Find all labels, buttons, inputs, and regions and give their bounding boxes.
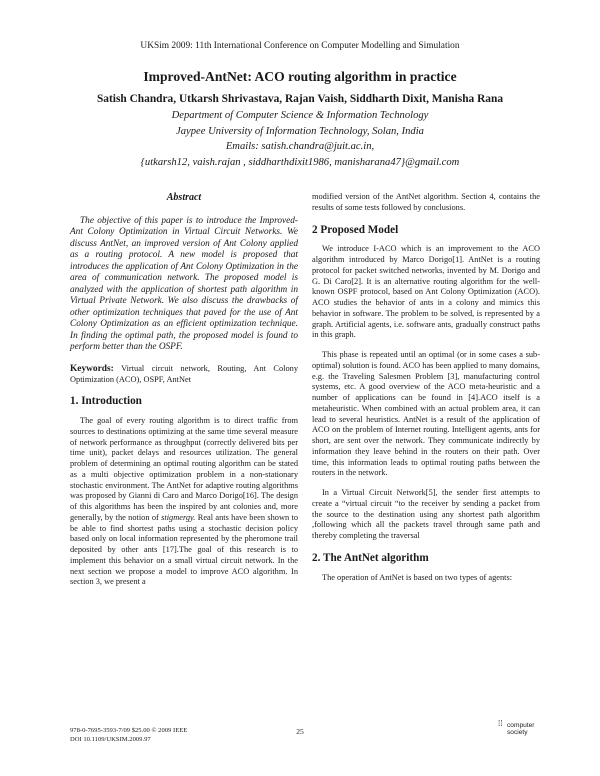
section-heading-antnet: 2. The AntNet algorithm [312, 551, 429, 564]
right-column [312, 192, 540, 583]
logo-text-line1: computer [507, 722, 535, 729]
affiliation-department: Department of Computer Science & Information Technology [171, 110, 429, 121]
paper-title: Improved-AntNet: ACO routing algorithm in practice [143, 69, 457, 84]
keywords-text: Virtual circuit network, Routing, Ant Colony Optimization (ACO), OSPF, AntNet [70, 363, 299, 384]
proposed-model-paragraph-1: We introduce I-ACO which is an improvement to the ACO algorithm introduced by Marco Dorigo[1]. AntNet is a routing protocol for packet switched networks, invented by M. Dorigo and G. Di Caro[2]. It is an alternative routing algorithm for the well-known OSPF protocol, based on Ant Colony Optimization (ACO). ACO studies the behavior of ants in a colony and mimics this behavior in software. The problem to be solved, is represented by a graph. Artificial agents, i.e. software ants, gradually construct paths in this graph. [312, 244, 540, 340]
introduction-text [70, 416, 298, 588]
introduction-text-part2: Real ants have been shown to be able to find shortest paths using a stochastic decision policy based only on local information represented by the pheromone trail deposited by other ants [17].The goal of this research is to implement this behavior on a small virtual circuit network. In the next section we propose a model to improve ACO algorithm. In section 3, we present a [70, 512, 298, 587]
proposed-model-paragraph-2: This phase is repeated until an optimal (or in some cases a sub-optimal) solution is found. ACO has been applied to many domains, e.g. the Traveling Salesmen Problem [3], manufacturing control systems, etc. A good overview of the ACO meta-heuristic and a number of applications can be found in [4].ACO itself is a metaheuristic. When combined with an actual problem area, it can lead to several heuristics. AntNet is a result of the application of ACO on the problem of Internet routing. Intelligent agents, ants for short, are sent over the network. They communicate indirectly by information they leave behind in the routers on their path. Over time, this information leads to optimal routing paths between the routers in the network. [312, 350, 540, 478]
footer-isbn: 978-0-7695-3593-7/09 $25.00 © 2009 IEEE [70, 727, 188, 734]
section-heading-introduction: 1. Introduction [70, 395, 142, 408]
section-heading-proposed-model: 2 Proposed Model [312, 223, 399, 236]
running-header: UKSim 2009: 11th International Conference on Computer Modelling and Simulation [140, 41, 460, 51]
introduction-text-part1: The goal of every routing algorithm is to direct traffic from sources to destinations optimizing at the same time several measure of network performance as throughput (correctly delivered bits per time unit), packet delays and resources utilization. The general problem of determining an optimal routing algorithm can be stated as a multi objective optimization problem in a non-stationary stochastic environment. The AntNet for adaptive routing algorithms was proposed by Gianni di Caro and Marco Dorigo[16]. The design of this algorithms has been the inspired by ant colonies and, more generally, by the notion of [70, 416, 298, 522]
affiliation-university: Jaypee University of Information Technology, Solan, India [176, 125, 424, 137]
author-list: Satish Chandra, Utkarsh Shrivastava, Rajan Vaish, Siddharth Dixit, Manisha Rana [96, 93, 504, 105]
keywords [70, 364, 298, 386]
logo-text-line2: society [507, 728, 528, 736]
abstract-heading: Abstract [166, 192, 202, 203]
abstract-text: The objective of this paper is to introduce the Improved-Ant Colony Optimization in Virtual Circuit Networks. We discuss AntNet, an improved version of Ant Colony applied as a routing protocol. A new model is proposed that introduces the application of Ant Colony Optimization in the area of communication network. The proposed model is analyzed with the application of shortest path algorithm in Virtual Private Network. We also discuss the drawbacks of other optimization techniques that paved for the use of Ant Colony Optimization as an efficient optimization technique. In finding the optimal path, the proposed model is found to perform better than the OSPF. [70, 215, 298, 353]
proposed-model-paragraph-3: In a Virtual Circuit Network[5], the sender first attempts to create a “virtual circuit “to the receiver by sending a packet from the source to the destination using any shortest path algorithm ,following which all the packets travel through same path and thereby completing the traversal [312, 488, 540, 540]
footer-doi: DOI 10.1109/UKSIM.2009.97 [70, 735, 151, 743]
left-column [70, 193, 298, 588]
computer-society-logo [498, 719, 542, 741]
affiliation-email-primary: Emails: satish.chandra@juit.ac.in, [225, 141, 375, 152]
affiliation-email-list: {utkarsh12, vaish.rajan , siddharthdixit1986, manisharana47}@gmail.com [140, 156, 460, 168]
computer-society-logo-text [507, 723, 535, 737]
computer-society-logo-icon: ⁞⁞ [498, 719, 503, 728]
introduction-emphasis: stigmergy. [161, 512, 196, 522]
keywords-label: Keywords: [70, 363, 114, 374]
section1-continuation: modified version of the AntNet algorithm. Section 4, contains the results of some tests followed by conclusions. [312, 192, 540, 212]
antnet-text: The operation of AntNet is based on two types of agents: [322, 572, 513, 582]
page-number: 25 [296, 727, 304, 736]
